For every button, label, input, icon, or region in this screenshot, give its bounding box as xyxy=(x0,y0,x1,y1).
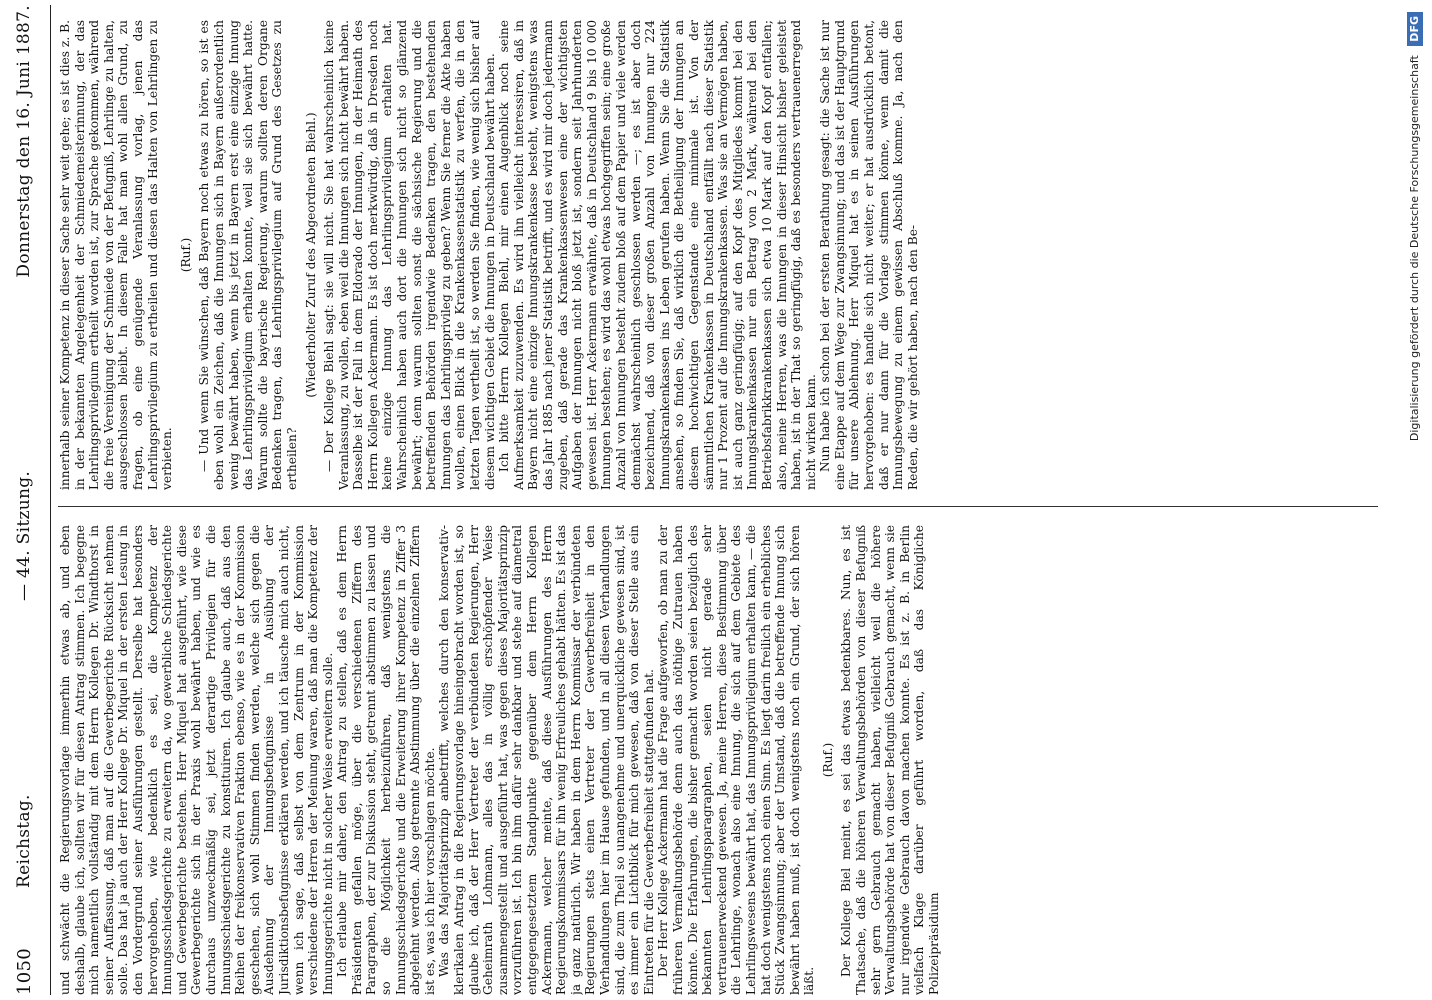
left-column xyxy=(58,525,1378,995)
dfg-logo: DFG xyxy=(1407,12,1423,46)
paragraph: — Und wenn Sie wünschen, daß Bayern noch etwas zu hören, so ist es eben wohl ein Zeichen, daß die Innungen sich in Bayern außerordentlich wenig bewährt haben, wenn bis jetzt in Bayern erst eine einzige Innung das Lehrlingsprivilegium erhalten konnte, weil sie sich bewährt hatte. Warum sollte die bayerische Regierung, warum sollten deren Organe Bedenken tragen, das Lehrlingsprivilegium auf Grund des Gesetzes zu ertheilen? xyxy=(197,20,299,490)
header-left: Reichstag. xyxy=(14,794,34,888)
paragraph: und schwächt die Regierungsvorlage immerhin etwas ab, und eben deshalb, glaube ich, sollten wir für diesen Antrag stimmen. Ich begegne mich namentlich vollständig mit dem Herrn Kollegen Dr. Windthorst in seiner Auffassung, daß man auf die Gewerbegerichte Rücksicht nehmen solle. Das hat ja auch der Herr Kollege Dr. Miquel in der ersten Lesung in den Vordergrund seiner Ausführungen gestellt. Derselbe hat besonders hervorgehoben, wie bedenklich es sei, die Kompetenz der Innungsschiedsgerichte zu erweitern da, wo gewerbliche Schiedsgerichte und Gewerbegerichte bestehen. Herr Miquel hat ausgeführt, wie diese Gewerbegerichte sich in der Praxis wohl bewährt haben, und wie es durchaus unzweckmäßig sei, jetzt derartige Privilegien für die Innungsschiedsgerichte zu konstituiren. Ich glaube auch, daß aus den Reihen der freikonservativen Fraktion ebenso, wie es in der Kommission geschehen, sich wohl Stimmen finden werden, welche sich gegen die Ausdehnung der Innungsbefugnisse in Ausübung der Jurisdiktionsbefugnisse erklären werden, und ich täusche mich auch nicht, wenn ich sage, daß selbst von dem Zentrum in der Kommission verschiedene der Herren der Meinung waren, daß man die Kompetenz der Innungsgerichte nicht in solcher Weise erweitern solle. xyxy=(58,525,335,995)
header-rule xyxy=(50,5,51,995)
paragraph: Nun habe ich schon bei der ersten Berathung gesagt: die Sache ist nur eine Etappe auf dem Wege zur Zwangsinnung; und das ist der Hauptgrund für unsere Ablehnung. Herr Miquel hat es in seinen Ausführungen hervorgehoben: es handle sich nicht weiter; er hat ausdrücklich betont, daß er nur dann für die Vorlage stimmen könne, wenn damit die Innungsbewegung zu einem gewissen Abschluß komme. Ja, nach den Reden, die wir gehört haben, nach den Be- xyxy=(818,20,920,490)
column-rule xyxy=(58,506,1378,507)
interjection: (Ruf.) xyxy=(178,237,193,273)
running-header xyxy=(0,5,48,995)
paragraph: — Der Kollege Biehl sagt: sie will nicht. Sie hat wahrscheinlich keine Veranlassung, zu wollen, eben weil die Innungen sich nicht bewährt haben. Dasselbe ist der Fall in dem Eldorado der Innungen, in der Heimath des Herrn Kollegen Ackermann. Es ist doch merkwürdig, daß in Dresden noch keine einzige Innung das Lehrlingsprivilegium erhalten hat. Wahrscheinlich haben auch dort die Innungen sich nicht so glänzend bewährt; denn warum sollten sonst die sächsische Regierung und die betreffenden Behörden irgendwie Bedenken tragen, den bestehenden Innungen das Lehrlingsprivileg zu geben? Wenn Sie ferner die Akte haben wollen, einen Blick in die Krankenkassenstatistik zu werfen, die in den letzten Tagen vertheilt ist, so werden Sie finden, wie wenig sich bisher auf diesem wichtigen Gebiet die Innungen in Deutschland bewährt haben. xyxy=(322,20,497,490)
rotated-page xyxy=(0,5,1400,995)
dfg-credit-strip xyxy=(1402,12,1428,980)
credit-text: Digitalisierung gefördert durch die Deutsche Forschungsgemeinschaft xyxy=(1408,55,1421,442)
paragraph: Was das Majoritätsprinzip anbetrifft, welches durch den konservativ-klerikalen Antrag in die Regierungsvorlage hineingebracht worden ist, so glaube ich, daß der Herr Vertreter der verbündeten Regierungen, Herr Geheimrath Lohmann, alles das in völlig erschöpfender Weise zusammengestellt und ausgeführt hat, was gegen dieses Majoritätsprinzip vorzuführen ist. Ich bin ihm dafür sehr dankbar und stehe auf diametral entgegengesetztem Standpunkte gegenüber dem Herrn Kollegen Ackermann, welcher meinte, daß diese Ausführungen des Herrn Regierungskommissars für ihn wenig Erfreuliches gehabt hätten. Es ist das ja ganz natürlich. Wir haben in dem Herrn Kommissar der verbündeten Regierungen stets einen Vertreter der Gewerbefreiheit in den Verhandlungen hier im Hause gefunden, und in all diesen Verhandlungen sind, die zum Theil so unangenehme und unerquickliche gewesen sind, ist es immer ein Lichtblick für mich gewesen, daß von dieser Stelle aus ein Eintreten für die Gewerbefreiheit stattgefunden hat. xyxy=(437,525,656,995)
paragraph: Der Herr Kollege Ackermann hat die Frage aufgeworfen, ob man zu der früheren Vermaltungsbehörde denn auch das nöthige Zutrauen haben könnte. Die Erfahrungen, die bisher gemacht worden seien bezüglich des bekannten Lehrlingsparagraphen, seien nicht gerade sehr vertrauenerweckend gewesen. Ja, meine Herren, diese Bestimmung über die Lehrlinge, wonach also eine Innung, die sich auf dem Gebiete des Lehrlingswesens bewährt hat, das Innungsprivilegium erhalten kann, — die hat doch wenigstens noch einen Sinn. Es liegt darin freilich ein erhebliches Stück Zwangsinnung; aber der Umstand, daß die betreffende Innung sich bewährt haben muß, ist doch wenigstens noch ein Grund, der sich hören läßt. xyxy=(656,525,817,995)
paragraph: Ich erlaube mir daher, den Antrag zu stellen, daß es dem Herrn Präsidenten gefallen möge, über die verschiedenen Ziffern des Paragraphen, der zur Diskussion steht, getrennt abstimmen zu lassen und so die Möglichkeit herbeizuführen, daß wenigstens die Innungsschiedsgerichte und die Erweiterung ihrer Kompetenz in Ziffer 3 abgelehnt werden. Also getrennte Abstimmung über die einzelnen Ziffern ist es, was ich hier vorschlagen möchte. xyxy=(335,525,437,995)
paragraph: Ich bitte Herrn Kollegen Biehl, mir einen Augenblick noch seine Aufmerksamkeit zuzuwenden. Es wird ihn vielleicht interessiren, daß in Bayern nicht eine einzige Innungskrankenkasse besteht, wenigstens was das Jahr 1885 nach jener Statistik betrifft, und es wird mir doch jedermann zugeben, daß gerade das Krankenkassenwesen eine der wichtigsten Aufgaben der Innungen nicht bloß jetzt ist, sondern seit Jahrhunderten gewesen ist. Herr Ackermann erwähnte, daß in Deutschland 9 bis 10 000 Innungen bestehen; es wird das wohl etwas hochgegriffen sein; eine große Anzahl von Innungen besteht zudem bloß auf dem Papier und viele werden demnächst wahrscheinlich geschlossen werden —; es ist aber doch bezeichnend, daß von dieser großen Anzahl von Innungen nur 224 Innungskrankenkassen ins Leben gerufen haben. Wenn Sie die Statistik ansehen, so finden Sie, daß wirklich die Betheiligung der Innungen an diesem hochwichtigen Gegenstande eine minimale ist. Von der sämmtlichen Krankenkassen in Deutschland entfällt nach dieser Statistik nur 1 Prozent auf die Innungskrankenkassen. Was sie an Vermögen haben, ist auch ganz geringfügig; auf den Kopf des Mitgliedes kommt bei den Innungskrankenkassen nur ein Betrag von 2 Mark, während bei den Betriebsfabrikkrankenkassen sich etwa 10 Mark auf den Kopf entfallen; also, meine Herren, was die Innungen in dieser Hinsicht bisher geleistet haben, ist in der That so geringfügig, daß es besonders vertrauenerregend nicht wirken kann. xyxy=(497,20,818,490)
dfg-credit xyxy=(1402,12,1428,980)
interjection: (Wiederholter Zuruf des Abgeordneten Biehl.) xyxy=(303,112,318,398)
header-right: Donnerstag den 16. Juni 1887. xyxy=(14,5,34,278)
paragraph: innerhalb seiner Kompetenz in dieser Sache sehr weit gehe; es ist dies z. B. in der bekannten Angelegenheit der Schmiedemeisterinnung, der das Lehrlingsprivilegium ertheilt worden ist, zur Sprache gekommen, während die freie Vereinigung der Schmiede von der Befugniß, Lehrlinge zu halten, ausgeschlossen bleibt. In diesem Falle hat man wohl allen Grund, zu fragen, ob eine genügende Veranlassung vorlag, jenen das Lehrlingsprivilegium zu ertheilen und diesen das Halten von Lehrlingen zu verbieten. xyxy=(58,20,175,490)
right-column xyxy=(58,20,1378,490)
interjection: (Ruf.) xyxy=(820,742,835,778)
paragraph: Der Kollege Biel meint, es sei das etwas bedenkbares. Nun, es ist Thatsache, daß die höheren Verwaltungsbehörden von dieser Befugniß sehr gern Gebrauch gemacht haben, vielleicht weil die höhere Verwaltungsbehörde hat von dieser Befugniß Gebrauch gemacht, wenn sie nur irgendwie Gebrauch davon machen konnte. Es ist z. B. in Berlin vielfach Klage darüber geführt worden, daß das Königliche Polizeipräsidium xyxy=(839,525,942,995)
header-center: — 44. Sitzung. xyxy=(14,470,34,601)
page-number: 1050 xyxy=(13,947,35,995)
